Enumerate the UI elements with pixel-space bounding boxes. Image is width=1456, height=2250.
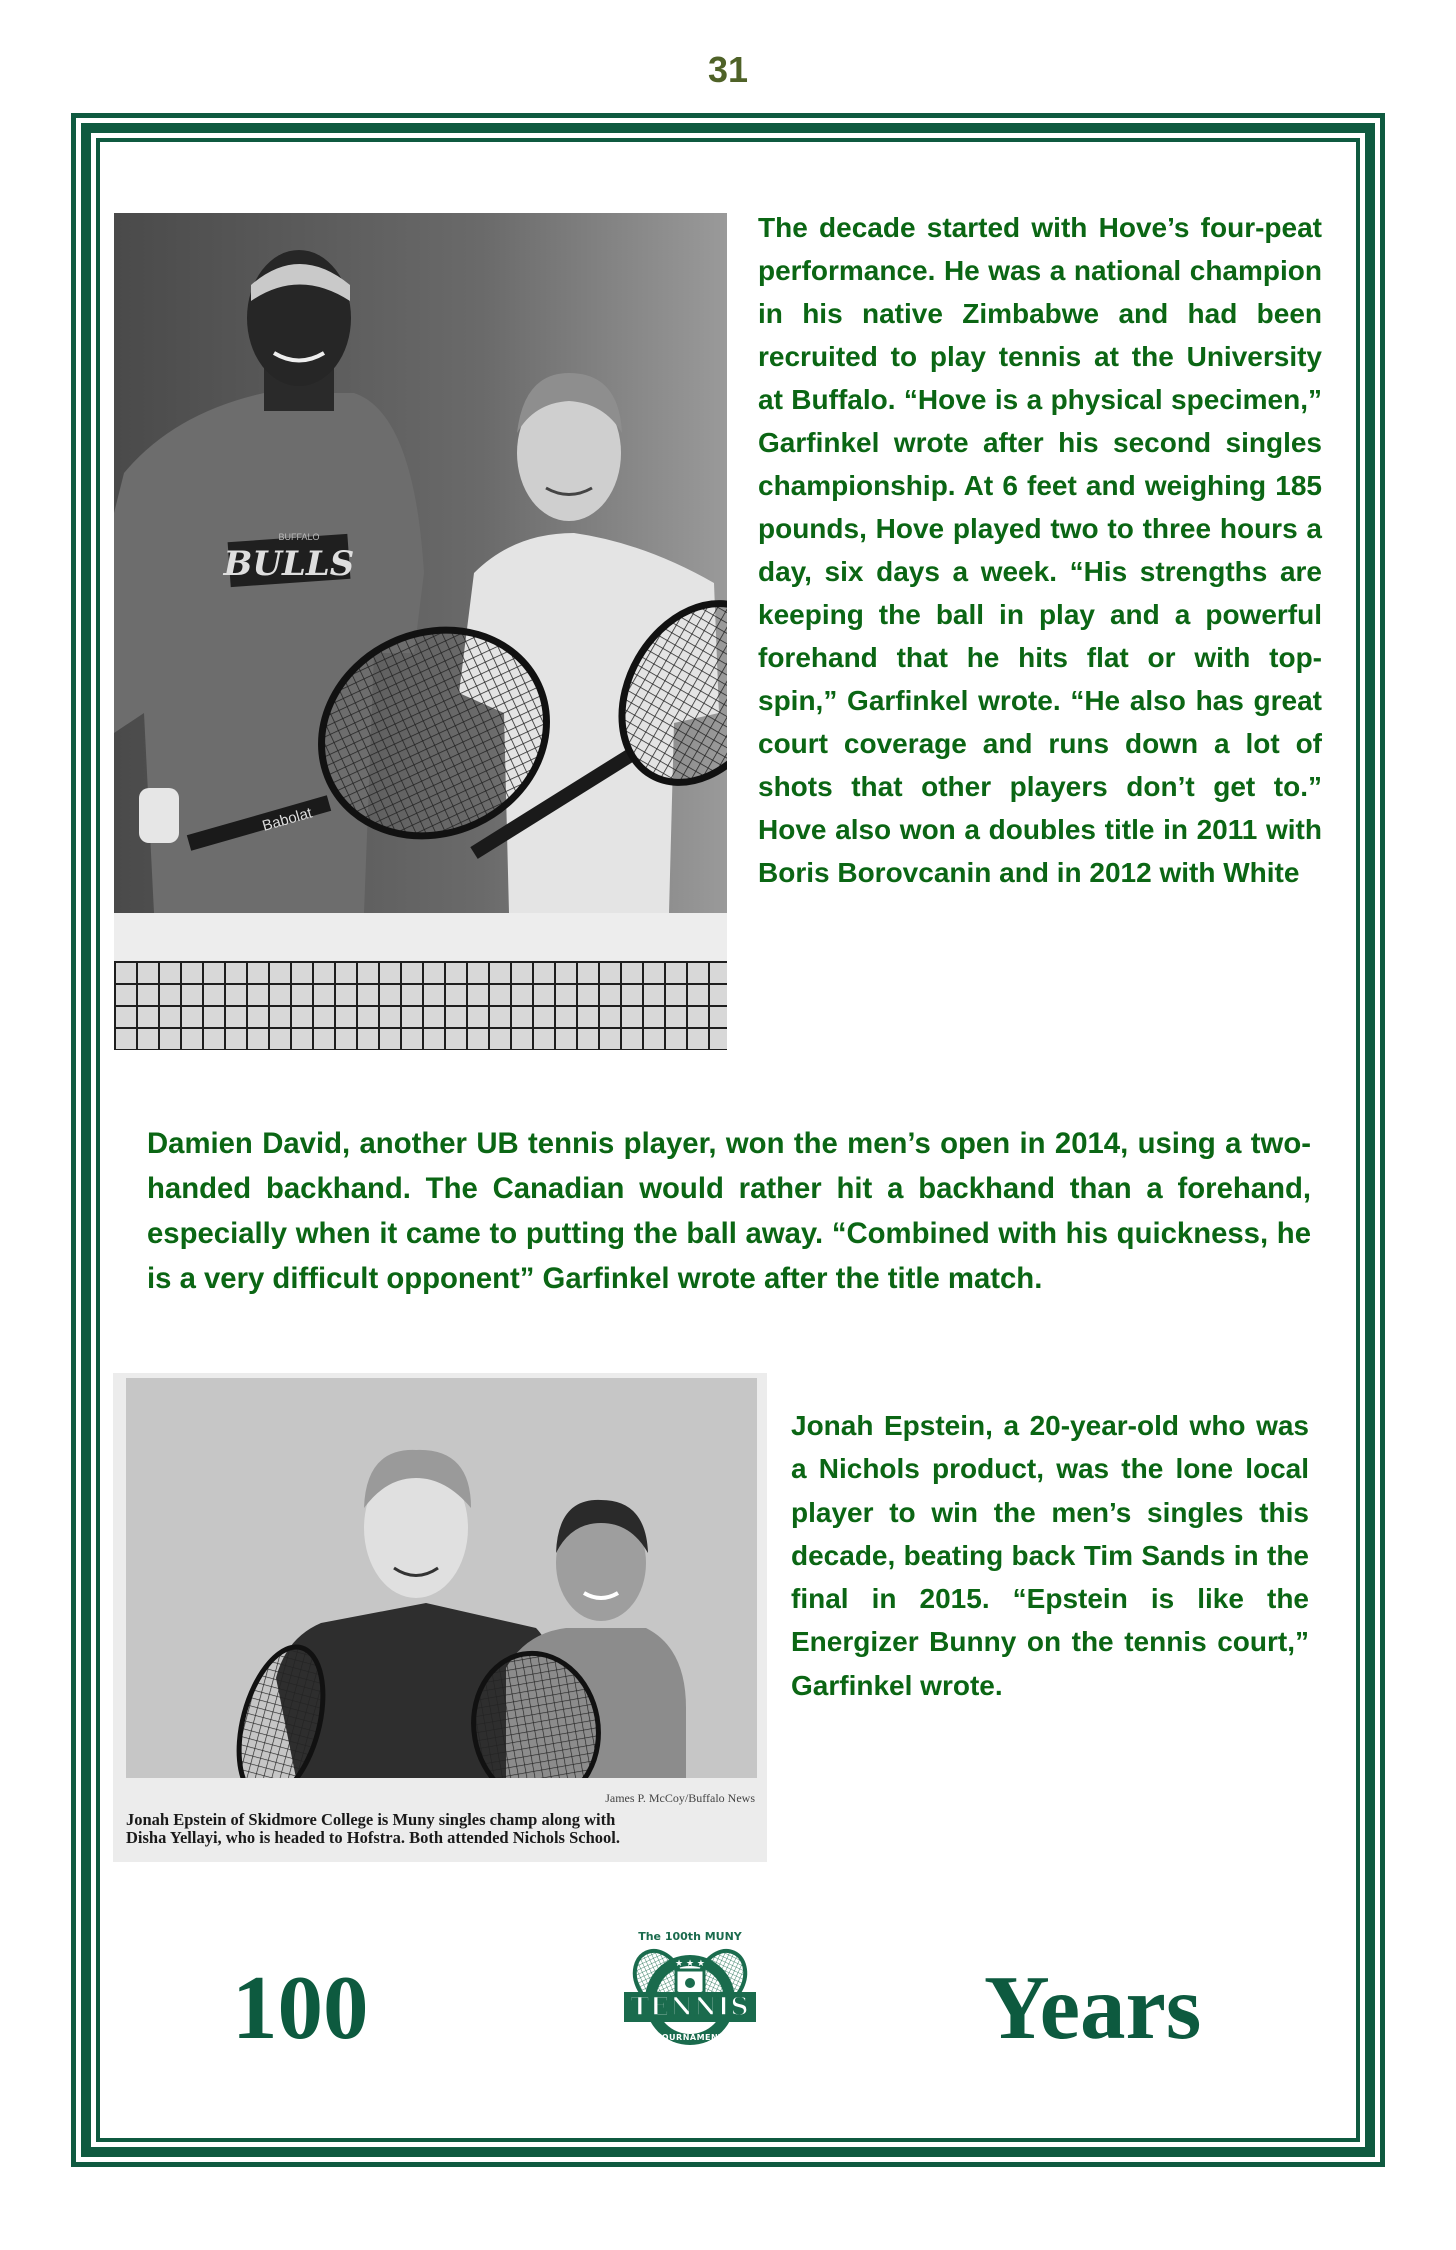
logo-emblem bbox=[618, 1930, 762, 2048]
logo-top-text: The 100th MUNY bbox=[638, 1930, 742, 1943]
footer-years: Years bbox=[984, 1957, 1202, 2058]
logo-main-text: TENNIS bbox=[630, 1992, 750, 2021]
newspaper-clipping-epstein bbox=[113, 1373, 767, 1862]
svg-text:BUFFALO: BUFFALO bbox=[278, 532, 320, 542]
paragraph-damien-david: Damien David, another UB tennis player, won the men’s open in 2014, using a two-handed backhand. The Canadian would rather hit a backhand than a forehand, especially when it came to putting the ball away. “Combined with his quickness, he is a very difficult opponent” Garfinkel wrote after the title match. bbox=[147, 1127, 1311, 1295]
net-tape bbox=[114, 913, 727, 961]
logo-bottom-text: TOURNAMENT bbox=[655, 2033, 725, 2042]
photo-epstein-and-yellayi bbox=[126, 1378, 757, 1778]
tennis-net bbox=[114, 961, 727, 1050]
logo-ball bbox=[685, 1978, 695, 1988]
photo-hove-and-partner bbox=[114, 213, 727, 1050]
photo-hove-illustration bbox=[114, 213, 727, 1050]
svg-text:Babolat: Babolat bbox=[260, 804, 315, 835]
wristband bbox=[139, 788, 179, 843]
caption-line-2: Disha Yellayi, who is headed to Hofstra. Both attended Nichols School. bbox=[126, 1828, 620, 1847]
logo-stars: ★ ★ ★ bbox=[675, 1959, 705, 1969]
photo-epstein-illustration bbox=[126, 1378, 757, 1778]
paragraph-jonah-epstein: Jonah Epstein, a 20-year-old who was a Nichols product, was the lone local player to win the men’s singles this decade, beating back Tim Sands in the final in 2015. “Epstein is like the Energizer Bunny on the tennis court,” Garfinkel wrote. bbox=[791, 1410, 1309, 1701]
photo-credit: James P. McCoy/Buffalo News bbox=[605, 1791, 755, 1805]
shirt-logo: BULLS bbox=[223, 544, 355, 584]
muny-tennis-logo bbox=[618, 1930, 762, 2048]
paragraph-hove: The decade started with Hove’s four-peat performance. He was a national champion in his native Zimbabwe and had been recruited to play tennis at the University at Buffalo. “Hove is a physical specimen,” Garfinkel wrote after his second singles championship. At 6 feet and weighing 185 pounds, Hove played two to three hours a day, six days a week. “His strengths are keeping the ball in play and a powerful forehand that he hits flat or with top-spin,” Garfinkel wrote. “He also has great court coverage and runs down a lot of shots that other players don’t get to.” Hove also won a doubles title in 2011 with Boris Borovcanin and in 2012 with White bbox=[758, 212, 1322, 888]
footer-100: 100 bbox=[232, 1957, 369, 2058]
page-number: 31 bbox=[707, 49, 749, 90]
caption-line-1: Jonah Epstein of Skidmore College is Muny singles champ along with bbox=[126, 1810, 616, 1829]
photo-caption bbox=[126, 1811, 766, 1847]
